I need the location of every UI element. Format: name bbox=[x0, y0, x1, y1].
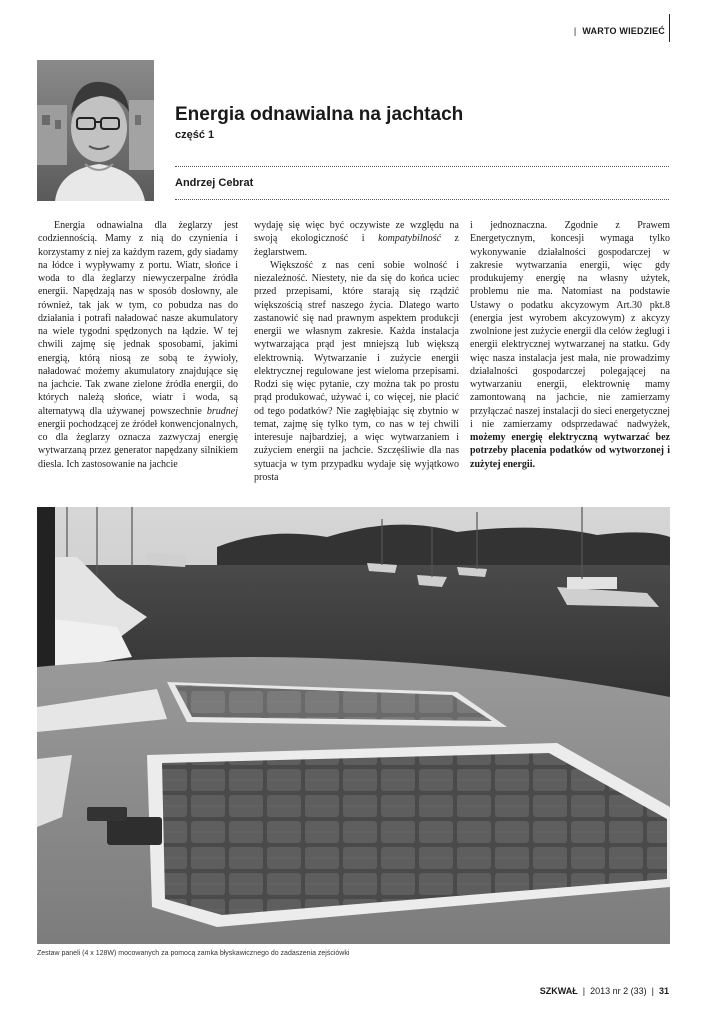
author-portrait-image bbox=[37, 60, 154, 201]
article-column-2 bbox=[254, 219, 459, 491]
footer-divider: | bbox=[582, 986, 586, 996]
solar-panels-photo bbox=[37, 507, 670, 944]
text-run: z żeglarstwem. bbox=[254, 233, 459, 258]
magazine-name: SZKWAŁ bbox=[539, 986, 578, 996]
issue-info: 2013 nr 2 (33) bbox=[590, 986, 647, 996]
text-run-italic: brudnej bbox=[206, 405, 238, 417]
header-rule bbox=[669, 14, 670, 42]
text-run-italic: kompatybilność bbox=[378, 233, 441, 245]
article-title: Energia odnawialna na jachtach bbox=[175, 104, 464, 125]
section-label bbox=[574, 26, 665, 36]
paragraph bbox=[254, 259, 459, 484]
divider-dotted-top bbox=[175, 166, 669, 167]
page-footer bbox=[540, 986, 669, 996]
article-column-3 bbox=[470, 219, 670, 491]
divider-dotted-bottom bbox=[175, 199, 669, 200]
article-column-1 bbox=[38, 219, 238, 491]
author-portrait bbox=[37, 60, 154, 201]
article-author: Andrzej Cebrat bbox=[175, 177, 254, 189]
section-name: WARTO WIEDZIEĆ bbox=[582, 26, 665, 36]
paragraph bbox=[254, 219, 459, 259]
text-run: Energia odnawialna dla żeglarzy jest codziennością. Mamy z nią do czynienia i korzystamy z niej za każdym razem, gdy siadamy na łódce i wypływamy z portu. Wiatr, słońce i woda to dla żeglarzy niewyczerpalne źródła energii. Napędzają nas w sposób dosłowny, ale również, tak jak w tym, co pobudza nas do działania i potrafi naładować nasze akumulatory na wiele tygodni spędzonych na łądzie. W tej chwili zajmę się jednak sposobami, jakimi energią, którą niosą ze sobą te żywioły, naładować możemy akumulatory znajdujące się na jachcie. Tak zwane zielone źródła energii, do których należą słońce, wiatr i woda, są alternatywą dla używanej powszechnie bbox=[38, 220, 238, 417]
photo-caption: Zestaw paneli (4 x 128W) mocowanych za pomocą zamka błyskawicznego do zadaszenia zejściówki bbox=[37, 950, 350, 957]
text-run-bold: możemy energię elektryczną wytwarzać bez potrzeby płacenia podatków od wytworzonej i zużytej energii. bbox=[470, 432, 670, 470]
text-run: wydaję się więc być oczywiste ze względu na swoją ekologiczność i bbox=[254, 220, 459, 245]
solar-panels-image bbox=[37, 507, 670, 944]
paragraph bbox=[470, 219, 670, 471]
text-run: i jednoznaczna. Zgodnie z Prawem Energetycznym, koncesji wymaga tylko wykonywanie działalności gospodarczej w zakresie wytwarzania energii, więc gdy produkujemy energię na własny użytek, problemu nie ma. Natomiast na podstawie Ustawy o podatku akcyzowym Art.30 pkt.8 (energia jest wyrobem akcyzowym) z akcyzy zwolnione jest zużycie energii dla celów żeglugi i energii elektrycznej wytwarzanej na statku. Gdy więc nasza instalacja jest mała, nie prowadzimy działalności gospodarczej polegającej na wytwarzaniu energii, elektrownię mamy zamontowaną na jachcie, nie zamierzamy przyłączać naszej instalacji do sieci energetycznej i nie zamierzamy odsprzedawać nadwyżek, bbox=[470, 220, 670, 430]
footer-divider: | bbox=[651, 986, 654, 996]
page-number: 31 bbox=[658, 986, 669, 996]
section-divider: | bbox=[573, 26, 577, 36]
text-run: energii pochodzącej ze źródeł konwencjonalnych, co dla żeglarzy oznacza zazwyczaj energię wytwarzaną przez generator napędzany silnikiem diesla. Ich zastosowanie na jachcie bbox=[38, 418, 238, 470]
article-subtitle: część 1 bbox=[175, 129, 215, 141]
paragraph bbox=[38, 219, 238, 471]
text-run: Większość z nas ceni sobie wolność i niezależność. Niestety, nie da się do końca uciec przed przepisami, które starają się rządzić większością stref naszego życia. Dlatego warto zastanowić się nad prawnym aspektem produkcji energii we własnym zakresie. Każda instalacja wytwarzająca prąd jest mniejszą lub większą elektrownią. Wytwarzanie i zużycie energii elektrycznej regulowane jest wieloma przepisami. Rodzi się więc pytanie, czy można tak po prostu prąd produkować, używać i, co więcej, nie płacić od tego podatków? Nie zagłębiając się zbytnio w temat, zajmę się tylko tym, co nas w tej chwili interesuje najbardziej, a więc wytwarzaniem i zużyciem energii na jachcie. Szczęśliwie dla nas sytuacja w tym przypadku wydaje się wyjątkowo prosta bbox=[254, 259, 459, 483]
